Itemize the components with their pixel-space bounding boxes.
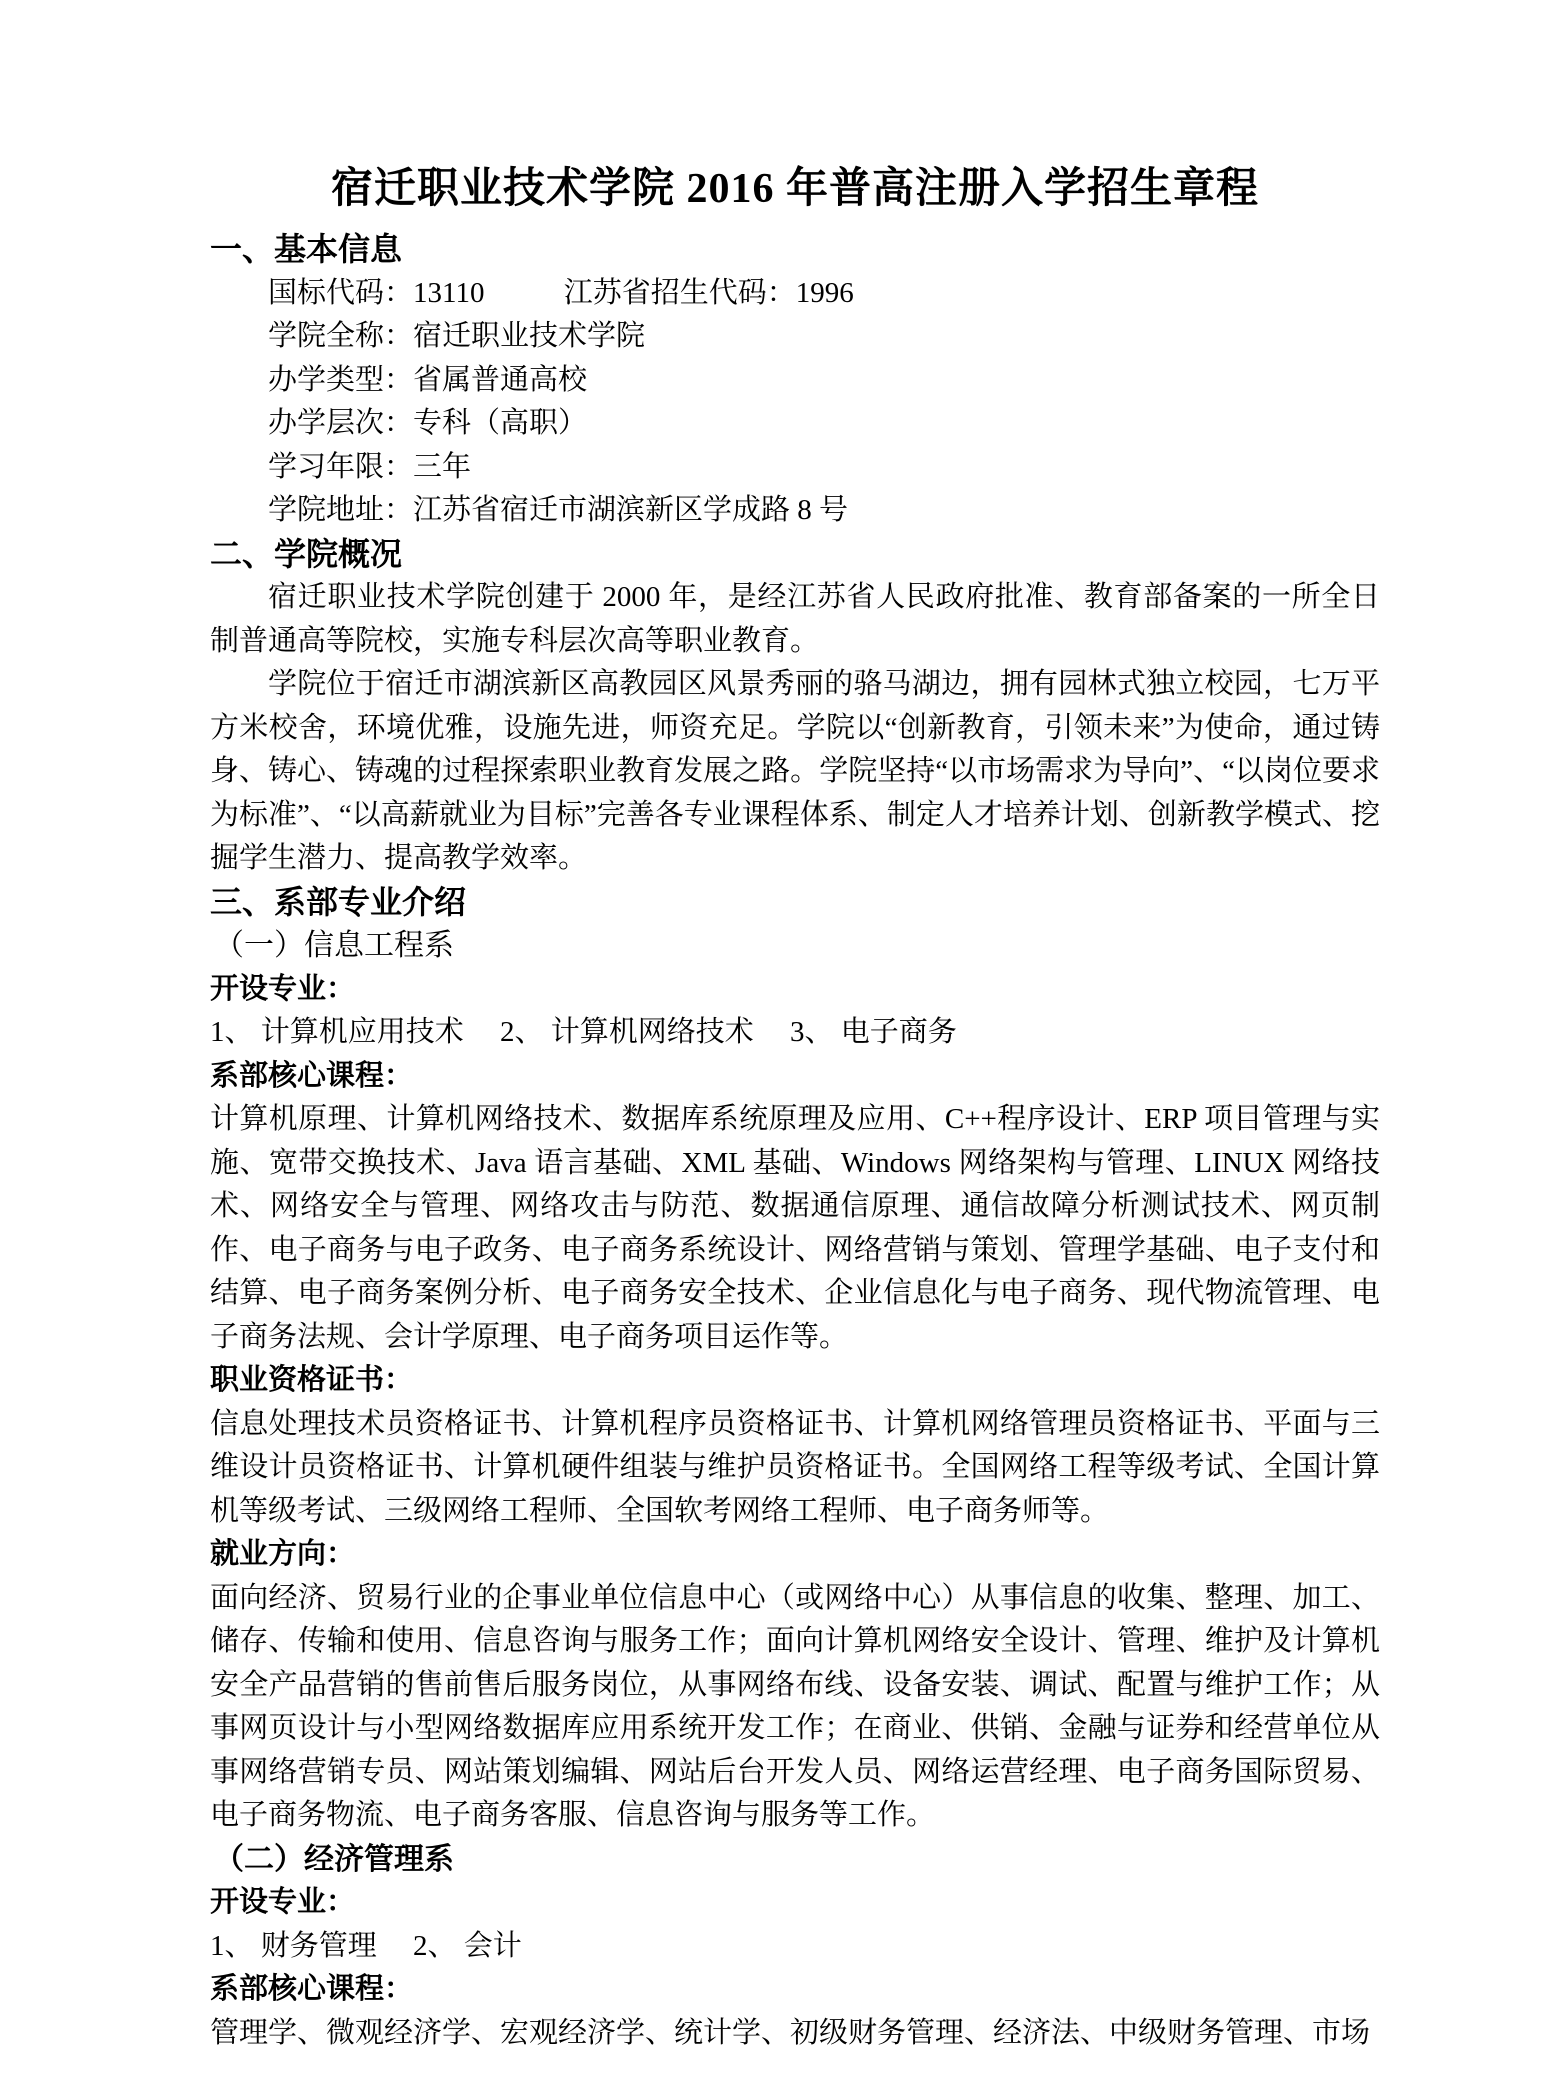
dept2-majors-heading: 开设专业： (210, 1886, 356, 1918)
dept2-majors-list: 1、 财务管理 2、 会计 (210, 1929, 522, 1962)
field-value: 专科（高职） (413, 407, 588, 439)
field-value: 三年 (413, 450, 472, 483)
section-overview-heading: 二、学院概况 (210, 535, 403, 572)
province-code-label: 江苏省招生代码： (563, 276, 796, 309)
province-code-value: 1996 (795, 276, 854, 309)
dept1-courses-heading: 系部核心课程： (210, 1059, 414, 1092)
dept1-certificates-text: 信息处理技术员资格证书、计算机程序员资格证书、计算机网络管理员资格证书、平面与三维设计员资格证书、计算机硬件组装与维护员资格证书。全国网络工程等级考试、全国计算机等级考试、三级网络工程师、全国软考网络工程师、电子商务师等。 (210, 1407, 1380, 1527)
field-label: 办学层次： (268, 407, 414, 439)
field-label: 办学类型： (268, 363, 414, 396)
field-label: 学习年限： (268, 450, 414, 483)
field-value: 宿迁职业技术学院 (413, 320, 646, 352)
info-row-college-name (210, 315, 1380, 359)
field-label: 学院全称： (268, 320, 414, 352)
dept2-name: （二）经济管理系 (214, 1842, 454, 1876)
dept2-courses-text: 管理学、微观经济学、宏观经济学、统计学、初级财务管理、经济法、中级财务管理、市场 (210, 2016, 1371, 2049)
section-departments-heading: 三、系部专业介绍 (210, 883, 467, 920)
dept2-courses-heading: 系部核心课程： (210, 1973, 414, 2005)
dept1-courses-text: 计算机原理、计算机网络技术、数据库系统原理及应用、C++程序设计、ERP 项目管理与实施、宽带交换技术、Java 语言基础、XML 基础、Windows 网络架构与管理、LINUX 网络技术、网络安全与管理、网络攻击与防范、数据通信原理、通信故障分析测试技术、网页制作、电子商务与电子政务、电子商务系统设计、网络营销与策划、管理学基础、电子支付和结算、电子商务案例分析、电子商务安全技术、企业信息化与电子商务、现代物流管理、电子商务法规、会计学原理、电子商务项目运作等。 (210, 1103, 1380, 1353)
dept1-employment-heading: 就业方向： (210, 1538, 356, 1570)
info-row-school-level (210, 402, 1380, 446)
dept1-employment-text: 面向经济、贸易行业的企事业单位信息中心（或网络中心）从事信息的收集、整理、加工、储存、传输和使用、信息咨询与服务工作；面向计算机网络安全设计、管理、维护及计算机安全产品营销的售前售后服务岗位，从事网络布线、设备安装、调试、配置与维护工作；从事网页设计与小型网络数据库应用系统开发工作；在商业、供销、金融与证券和经营单位从事网络营销专员、网站策划编辑、网站后台开发人员、网络运营经理、电子商务国际贸易、电子商务物流、电子商务客服、信息咨询与服务等工作。 (210, 1581, 1380, 1831)
info-row-study-years (210, 446, 1380, 490)
dept1-majors-heading: 开设专业： (210, 972, 356, 1005)
dept1-majors-list: 1、 计算机应用技术 2、 计算机网络技术 3、 电子商务 (210, 1016, 957, 1048)
national-code-value: 13110 (413, 276, 485, 309)
info-row-address (210, 489, 1380, 533)
field-label: 学院地址： (268, 494, 414, 526)
dept1-name: （一）信息工程系 (214, 929, 454, 962)
document-title: 宿迁职业技术学院 2016 年普高注册入学招生章程 (330, 166, 1259, 212)
national-code-label: 国标代码： (268, 276, 414, 309)
field-value: 省属普通高校 (413, 363, 588, 396)
overview-paragraph-1: 宿迁职业技术学院创建于 2000 年，是经江苏省人民政府批准、教育部备案的一所全日制普通高等院校，实施专科层次高等职业教育。 (210, 581, 1380, 657)
section-basic-info-heading: 一、基本信息 (210, 231, 403, 267)
field-value: 江苏省宿迁市湖滨新区学成路 8 号 (413, 494, 849, 526)
overview-paragraph-2: 学院位于宿迁市湖滨新区高教园区风景秀丽的骆马湖边，拥有园林式独立校园，七万平方米校舍，环境优雅，设施先进，师资充足。学院以“创新教育，引领未来”为使命，通过铸身、铸心、铸魂的过程探索职业教育发展之路。学院坚持“以市场需求为导向”、“以岗位要求为标准”、“以高薪就业为目标”完善各专业课程体系、制定人才培养计划、创新教学模式、挖掘学生潜力、提高教学效率。 (210, 668, 1380, 874)
info-row-school-type (210, 359, 1380, 403)
info-row-codes (210, 272, 1380, 316)
dept1-certificates-heading: 职业资格证书： (210, 1364, 414, 1396)
